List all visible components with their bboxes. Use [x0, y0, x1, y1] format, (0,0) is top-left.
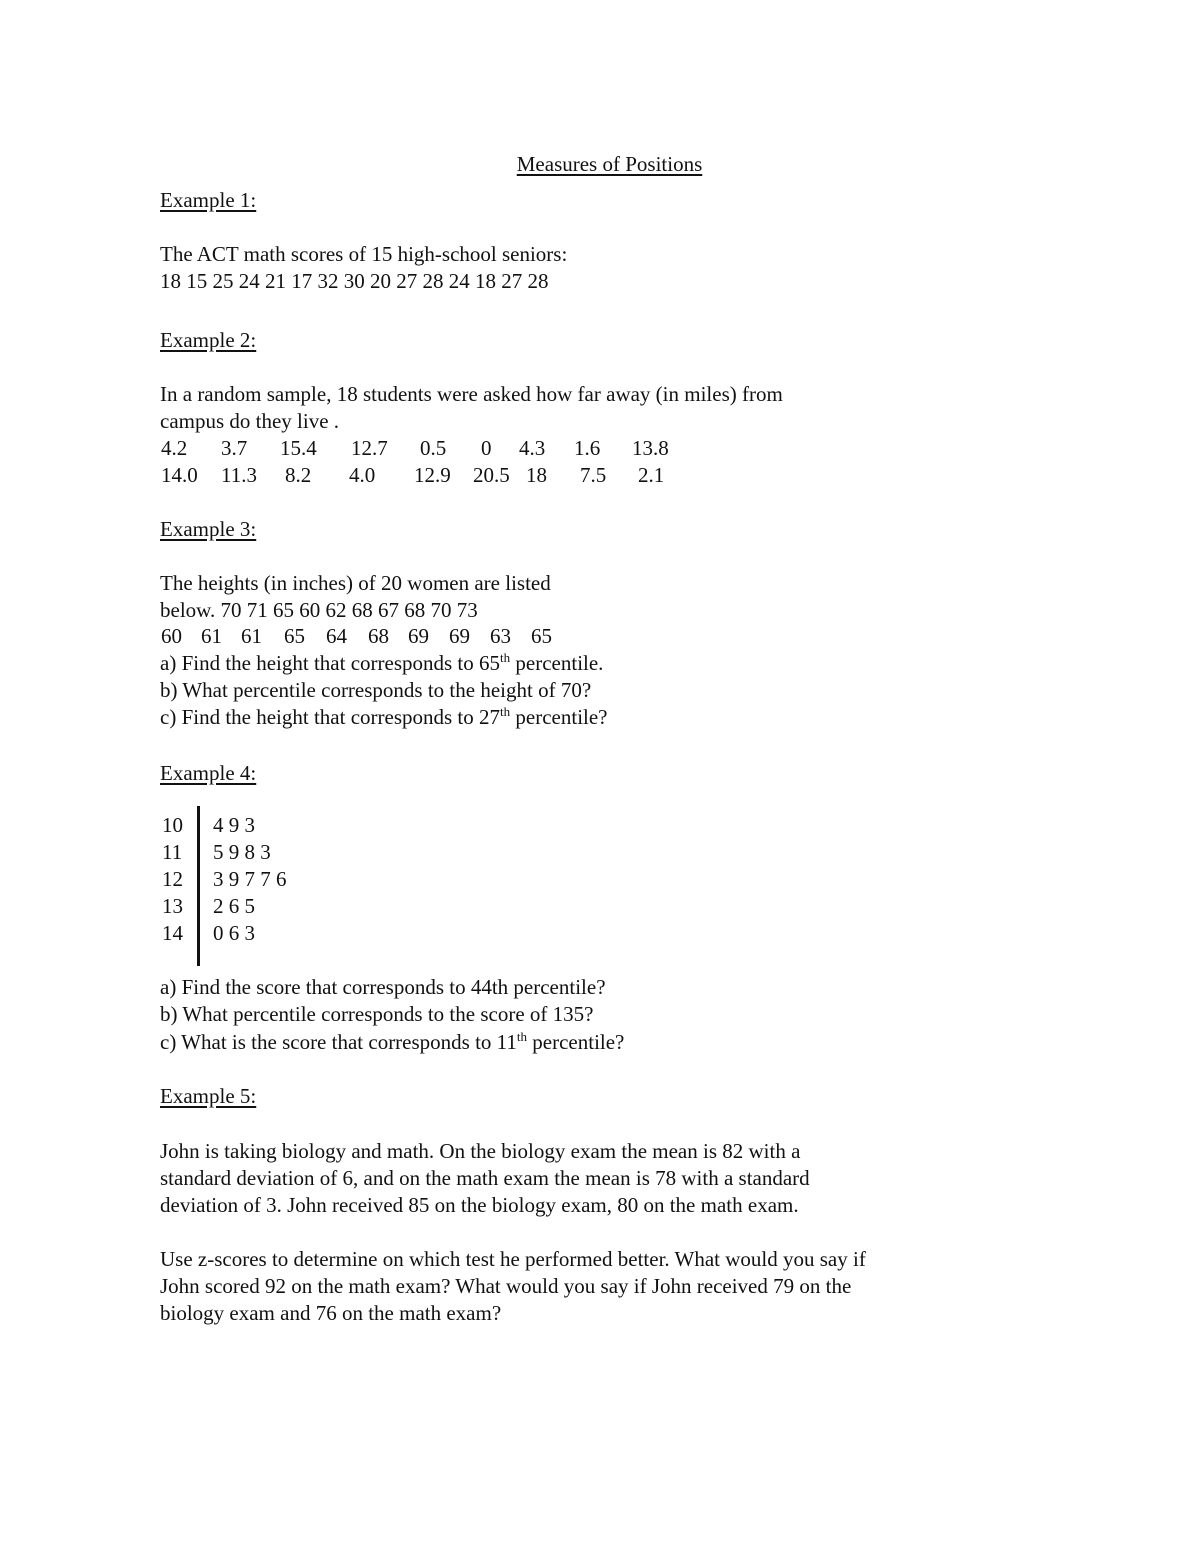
leaves: 4 9 3	[213, 813, 255, 837]
question-text: c) What is the score that corresponds to 11	[160, 1030, 517, 1054]
leaves: 3 9 7 7 6	[213, 867, 287, 891]
question-text: c) Find the height that corresponds to 27	[160, 705, 501, 729]
stem: 10	[162, 813, 183, 837]
stem: 11	[162, 840, 183, 864]
question-text: percentile?	[510, 705, 608, 729]
distance-value: 3.7	[221, 436, 248, 460]
distance-value: 8.2	[285, 463, 312, 487]
distance-value: 7.5	[580, 463, 607, 487]
distance-value: 18	[526, 463, 547, 487]
height-value: 68	[368, 624, 389, 648]
example-3-question-a	[160, 650, 603, 677]
distance-value: 12.9	[414, 463, 451, 487]
example-4-question-c	[160, 1029, 624, 1056]
question-text: percentile.	[510, 651, 604, 675]
question-text: a) Find the height that corresponds to 65	[160, 651, 501, 675]
example-5-paragraph-1-line: standard deviation of 6, and on the math exam the mean is 78 with a standard	[160, 1166, 810, 1190]
leaves: 0 6 3	[213, 921, 255, 945]
example-2-line-2: campus do they live .	[160, 409, 340, 433]
example-2-heading: Example 2:	[160, 328, 257, 352]
stem: 14	[162, 921, 183, 945]
page-title-text: Measures of Positions	[516, 152, 703, 176]
stem: 13	[162, 894, 183, 918]
example-5-paragraph-1-line: deviation of 3. John received 85 on the biology exam, 80 on the math exam.	[160, 1193, 799, 1217]
height-value: 61	[241, 624, 262, 648]
question-text: percentile?	[527, 1030, 625, 1054]
distance-value: 11.3	[221, 463, 257, 487]
example-5-paragraph-2-line: biology exam and 76 on the math exam?	[160, 1301, 502, 1325]
stem: 12	[162, 867, 183, 891]
distance-value: 15.4	[280, 436, 317, 460]
example-3-line-2: below. 70 71 65 60 62 68 67 68 70 73	[160, 598, 478, 622]
distance-value: 0	[481, 436, 492, 460]
example-4-question-a: a) Find the score that corresponds to 44th percentile?	[160, 975, 606, 999]
ordinal-suffix: th	[516, 1029, 528, 1044]
example-1-heading: Example 1:	[160, 188, 257, 212]
height-value: 60	[161, 624, 182, 648]
ordinal-suffix: th	[500, 704, 511, 719]
height-value: 69	[408, 624, 429, 648]
height-value: 65	[531, 624, 552, 648]
distance-value: 0.5	[420, 436, 447, 460]
stem-leaf-divider	[197, 806, 200, 966]
ordinal-suffix: th	[500, 650, 511, 665]
example-4-heading: Example 4:	[160, 761, 257, 785]
distance-value: 4.2	[161, 436, 188, 460]
example-3-question-c	[160, 704, 608, 731]
leaves: 5 9 8 3	[213, 840, 271, 864]
height-value: 65	[284, 624, 305, 648]
example-5-paragraph-1-line: John is taking biology and math. On the biology exam the mean is 82 with a	[160, 1139, 801, 1163]
example-1-intro: The ACT math scores of 15 high-school seniors:	[160, 242, 568, 266]
distance-value: 13.8	[632, 436, 669, 460]
example-4-question-b: b) What percentile corresponds to the score of 135?	[160, 1002, 594, 1026]
distance-value: 12.7	[351, 436, 388, 460]
example-2-line-1: In a random sample, 18 students were asked how far away (in miles) from	[160, 382, 783, 406]
distance-value: 2.1	[638, 463, 665, 487]
example-3-heading: Example 3:	[160, 517, 257, 541]
height-value: 69	[449, 624, 470, 648]
page-title	[0, 151, 1200, 178]
example-3-line-1: The heights (in inches) of 20 women are listed	[160, 571, 551, 595]
example-5-heading: Example 5:	[160, 1084, 257, 1108]
example-5-paragraph-2-line: Use z-scores to determine on which test he performed better. What would you say if	[160, 1247, 866, 1271]
distance-value: 4.3	[519, 436, 546, 460]
example-1-data: 18 15 25 24 21 17 32 30 20 27 28 24 18 27 28	[160, 269, 549, 293]
distance-value: 20.5	[473, 463, 510, 487]
height-value: 61	[201, 624, 222, 648]
distance-value: 14.0	[161, 463, 198, 487]
distance-value: 4.0	[349, 463, 376, 487]
leaves: 2 6 5	[213, 894, 255, 918]
distance-value: 1.6	[574, 436, 601, 460]
example-5-paragraph-2-line: John scored 92 on the math exam? What would you say if John received 79 on the	[160, 1274, 852, 1298]
height-value: 64	[326, 624, 347, 648]
example-3-question-b: b) What percentile corresponds to the height of 70?	[160, 678, 592, 702]
height-value: 63	[490, 624, 511, 648]
